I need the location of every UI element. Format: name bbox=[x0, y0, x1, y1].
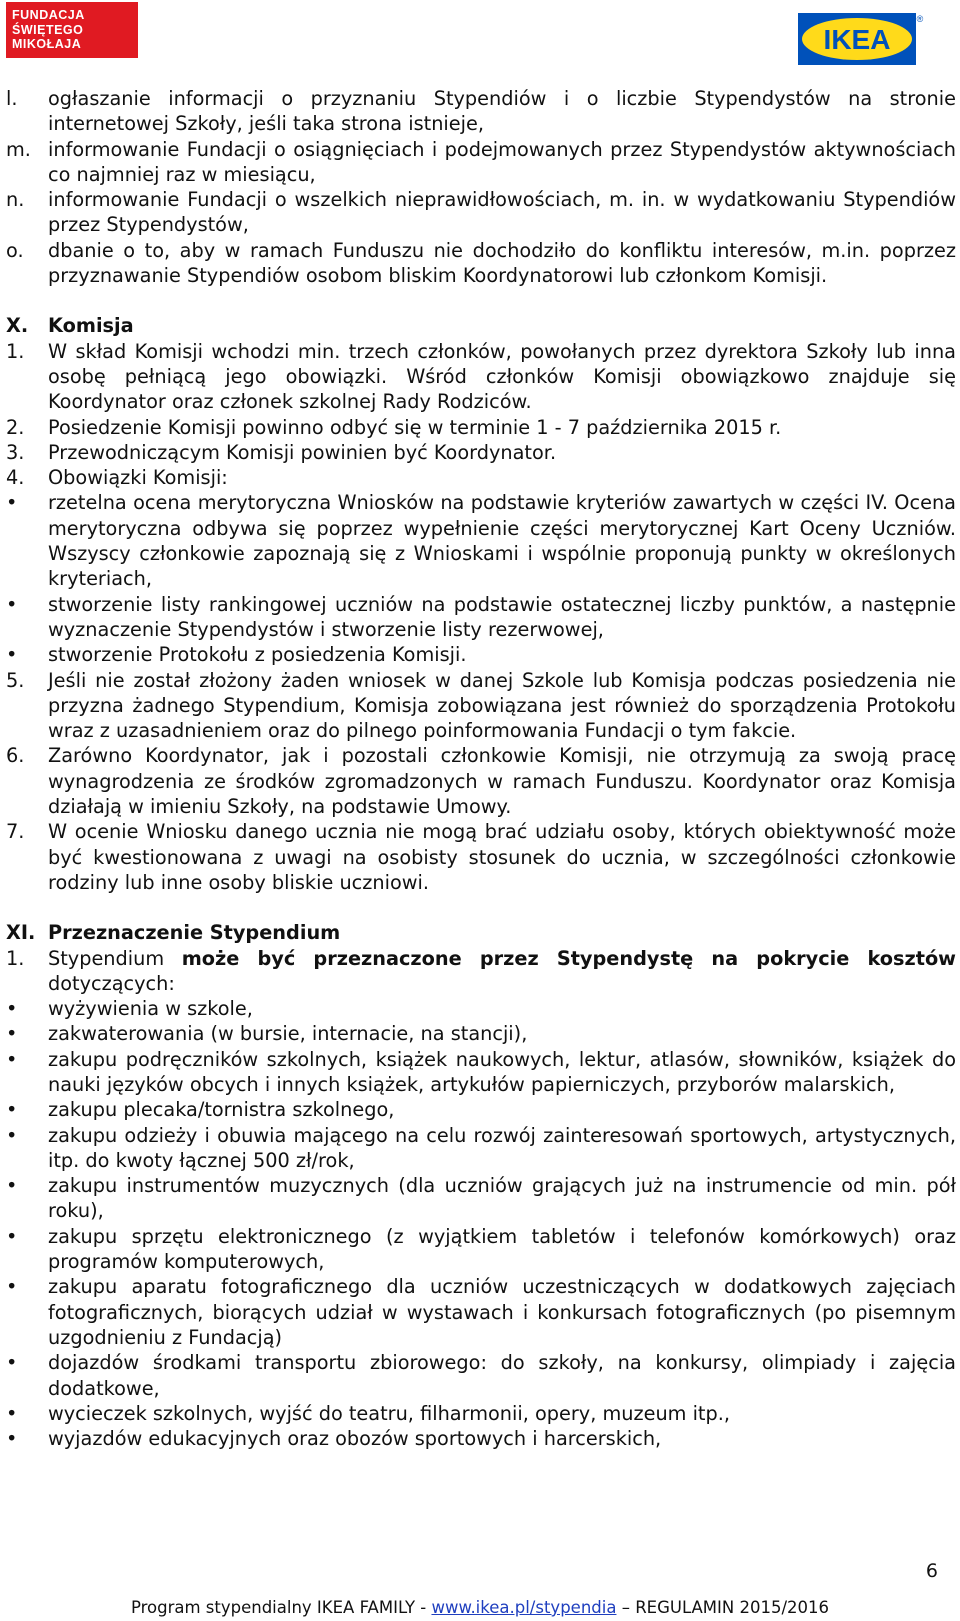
bullet-icon: • bbox=[6, 1351, 18, 1375]
list-item: m. informowanie Fundacji o osiągnięciach i podejmowanych przez Stypendystów aktywnościach co najmniej raz w miesiącu, bbox=[6, 137, 956, 186]
section-heading-xi: XI. Przeznaczenie Stypendium bbox=[6, 921, 341, 945]
bullet-item: • stworzenie listy rankingowej uczniów na podstawie ostatecznej liczby punktów, a następnie wyznaczenie Stypendystów i stworzenie listy rezerwowej, bbox=[6, 592, 956, 641]
bullet-icon: • bbox=[6, 643, 18, 667]
bullet-item: • zakwaterowania (w bursie, internacie, na stancji), bbox=[6, 1022, 528, 1046]
bullet-icon: • bbox=[6, 592, 18, 616]
bullet-icon: • bbox=[6, 1275, 18, 1299]
bullet-icon: • bbox=[6, 1098, 18, 1122]
bullet-item: • wyjazdów edukacyjnych oraz obozów sportowych i harcerskich, bbox=[6, 1427, 662, 1451]
fundacja-logo: FUNDACJA ŚWIĘTEGO MIKOŁAJA bbox=[6, 2, 138, 58]
bullet-icon: • bbox=[6, 1047, 18, 1071]
bullet-item: • zakupu aparatu fotograficznego dla uczniów uczestniczących w dodatkowych zajęciach fotograficznych, biorących udział w wystawach i konkursach fotograficznych (po pisemnym uzgodnieniu z Fundacją) bbox=[6, 1275, 956, 1349]
list-item: n. informowanie Fundacji o wszelkich nieprawidłowościach, m. in. w wydatkowaniu Stypendiów przez Stypendystów, bbox=[6, 188, 956, 237]
bullet-icon: • bbox=[6, 1123, 18, 1147]
bullet-item: • wycieczek szkolnych, wyjść do teatru, filharmonii, opery, muzeum itp., bbox=[6, 1401, 730, 1425]
bullet-item: • stworzenie Protokołu z posiedzenia Komisji. bbox=[6, 643, 467, 667]
bullet-icon: • bbox=[6, 491, 18, 515]
numbered-item: 6. Zarówno Koordynator, jak i pozostali członkowie Komisji, nie otrzymują za swoją pracę wynagrodzenia ze środków zgromadzonych w ramach Funduszu. Koordynator oraz Komisja działają w imieniu Szkoły, na podstawie Umowy. bbox=[6, 744, 956, 819]
section-heading-x: X. Komisja bbox=[6, 314, 134, 338]
page-footer: Program stypendialny IKEA FAMILY - www.ikea.pl/stypendia – REGULAMIN 2015/2016 bbox=[130, 1598, 830, 1617]
ikea-wordmark: IKEA bbox=[823, 24, 891, 55]
bullet-item: • zakupu podręczników szkolnych, książek naukowych, lektur, atlasów, słowników, książek do nauki języków obcych i innych książek, artykułów papierniczych, przyborów malarskich, bbox=[6, 1047, 956, 1096]
bullet-icon: • bbox=[6, 1022, 18, 1046]
bullet-icon: • bbox=[6, 997, 18, 1021]
bullet-item: • zakupu instrumentów muzycznych (dla uczniów grających już na instrumencie od min. pół roku), bbox=[6, 1174, 956, 1223]
bullet-item: • wyżywienia w szkole, bbox=[6, 997, 253, 1021]
bullet-item: • dojazdów środkami transportu zbiorowego: do szkoły, na konkursy, olimpiady i zajęcia dodatkowe, bbox=[6, 1351, 956, 1400]
svg-text:®: ® bbox=[916, 14, 924, 24]
numbered-item: 1. Stypendium może być przeznaczone przez Stypendystę na pokrycie kosztów dotyczących: bbox=[6, 946, 956, 995]
numbered-item: 5. Jeśli nie został złożony żaden wniosek w danej Szkole lub Komisja podczas posiedzenia nie przyzna żadnego Stypendium, Komisja zobowiązana jest również do sporządzenia Protokołu wraz z uzasadnieniem oraz do pilnego poinformowania Fundacji o tym fakcie. bbox=[6, 668, 956, 743]
bullet-item: • zakupu sprzętu elektronicznego (z wyjątkiem tabletów i telefonów komórkowych) oraz programów komputerowych, bbox=[6, 1224, 956, 1274]
bullet-item: • zakupu odzieży i obuwia mającego na celu rozwój zainteresowań sportowych, artystycznych, itp. do kwoty łącznej 500 zł/rok, bbox=[6, 1123, 956, 1172]
bullet-item: • rzetelna ocena merytoryczna Wniosków na podstawie kryteriów zawartych w części IV. Ocena merytoryczna odbywa się poprzez wypełnienie części merytorycznej Kart Oceny Uczniów. Wszyscy członkowie zapoznają się z Wnioskami i wspólnie proponują punkty w określonych kryteriach, bbox=[6, 491, 956, 591]
numbered-item: 3. Przewodniczącym Komisji powinien być Koordynator. bbox=[6, 440, 557, 464]
numbered-item: 1. W skład Komisji wchodzi min. trzech członków, powołanych przez dyrektora Szkoły lub inna osobę pełniącą jego obowiązki. Wśród członków Komisji obowiązkowo znajduje się Koordynator oraz członek szkolnej Rady Rodziców. bbox=[6, 339, 956, 414]
list-item: o. dbanie o to, aby w ramach Funduszu nie dochodziło do konfliktu interesów, m.in. poprzez przyznawanie Stypendiów osobom bliskim Koordynatorowi lub członkom Komisji. bbox=[6, 238, 956, 288]
bullet-icon: • bbox=[6, 1224, 18, 1248]
numbered-item: 4. Obowiązki Komisji: bbox=[6, 466, 228, 490]
list-item: l. ogłaszanie informacji o przyznaniu Stypendiów i o liczbie Stypendystów na stronie internetowej Szkoły, jeśli taka strona istnieje, bbox=[6, 87, 956, 136]
footer-link[interactable]: www.ikea.pl/stypendia bbox=[431, 1598, 617, 1617]
ikea-logo bbox=[798, 13, 928, 65]
document-body bbox=[6, 86, 956, 1451]
numbered-item: 7. W ocenie Wniosku danego ucznia nie mogą brać udziału osoby, których obiektywność może być kwestionowana z uwagi na osobisty stosunek do ucznia, w szczególności członkowie rodziny lub inne osoby bliskie uczniowi. bbox=[6, 820, 956, 894]
bullet-icon: • bbox=[6, 1427, 18, 1451]
bullet-icon: • bbox=[6, 1174, 18, 1198]
bullet-item: • zakupu plecaka/tornistra szkolnego, bbox=[6, 1098, 395, 1122]
numbered-item: 2. Posiedzenie Komisji powinno odbyć się w terminie 1 - 7 października 2015 r. bbox=[6, 415, 782, 439]
page-number: 6 bbox=[925, 1560, 938, 1582]
bullet-icon: • bbox=[6, 1401, 18, 1425]
